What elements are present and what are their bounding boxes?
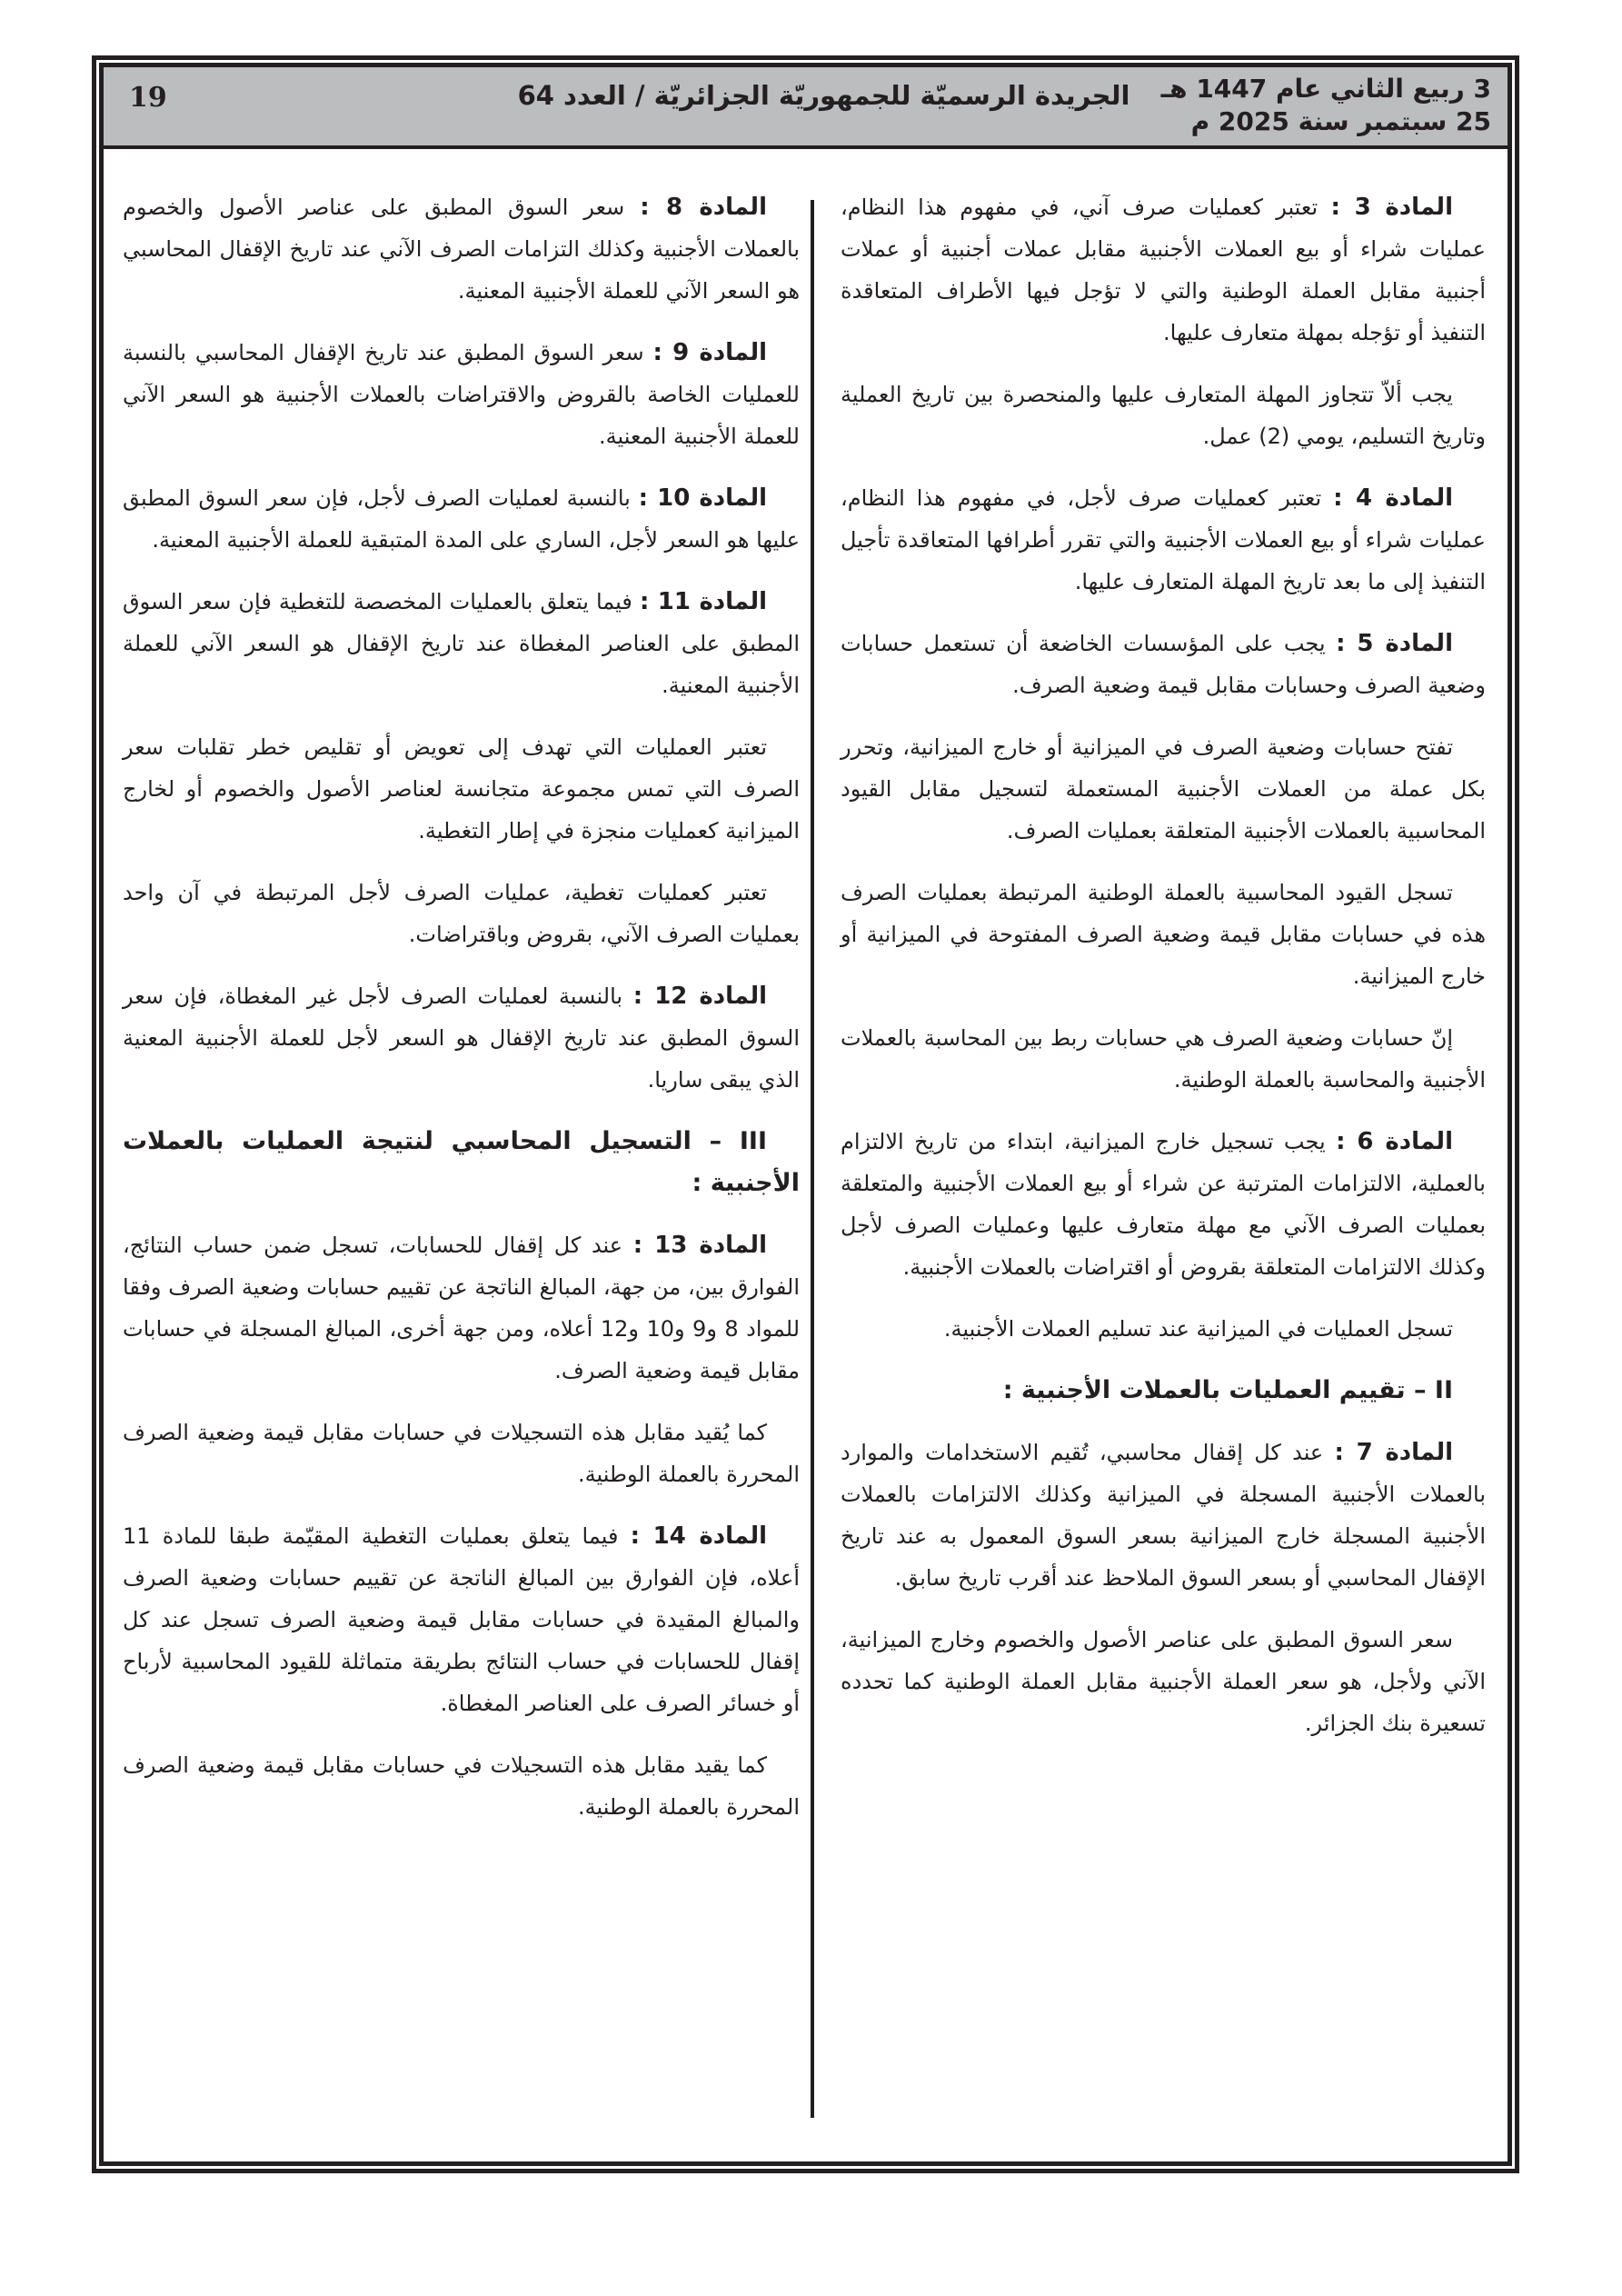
paragraph-text: فيما يتعلق بعمليات التغطية المقيّمة طبقا للمادة 11 أعلاه، فإن الفوارق بين المبالغ الناتجة عن تقييم حسابات وضعية الصرف والمبالغ المقيدة في حسابات مقابل قيمة وضعية الصرف تسجل عند كل إقفال للحسابات في حساب النتائج بطريقة متماثلة للقيود المحاسبية لأرباح أو خسائر الصرف على العناصر المغطاة. <box>123 1523 800 1716</box>
paragraph-text: سعر السوق المطبق على عناصر الأصول والخصوم وخارج الميزانية، الآني ولأجل، هو سعر العملة الأجنبية مقابل العملة الوطنية كما تحدده تسعيرة بنك الجزائر. <box>841 1627 1486 1736</box>
article-paragraph <box>841 186 1486 354</box>
article-paragraph <box>123 332 800 457</box>
right-column <box>841 186 1486 1764</box>
article-label: المادة 3 : <box>1330 194 1453 221</box>
article-label: المادة 10 : <box>638 484 767 512</box>
body-paragraph <box>841 726 1486 852</box>
body-paragraph <box>841 374 1486 457</box>
paragraph-text: سعر السوق المطبق على عناصر الأصول والخصوم بالعملات الأجنبية وكذلك التزامات الصرف الآني عند تاريخ الإقفال المحاسبي هو السعر الآني للعملة الأجنبية المعنية. <box>123 195 800 304</box>
date-gregorian: 25 سبتمبر سنة 2025 م <box>1190 106 1491 136</box>
paragraph-text: كما يُقيد مقابل هذه التسجيلات في حسابات مقابل قيمة وضعية الصرف المحررة بالعملة الوطنية. <box>123 1420 800 1487</box>
article-label: المادة 14 : <box>630 1522 767 1550</box>
body-paragraph <box>123 1744 800 1828</box>
paragraph-text: تسجل القيود المحاسبية بالعملة الوطنية المرتبطة بعمليات الصرف هذه في حسابات مقابل قيمة وضعية الصرف المفتوحة في الميزانية أو خارج الميزانية. <box>841 880 1486 989</box>
column-divider <box>811 200 814 2118</box>
article-paragraph <box>123 1515 800 1724</box>
article-paragraph <box>123 581 800 706</box>
paragraph-text: تعتبر العمليات التي تهدف إلى تعويض أو تقليص خطر تقلبات سعر الصرف التي تمس مجموعة متجانسة لعناصر الأصول والخصوم أو لخارج الميزانية كعمليات منجزة في إطار التغطية. <box>123 734 800 844</box>
paragraph-text: إنّ حسابات وضعية الصرف هي حسابات ربط بين المحاسبة بالعملات الأجنبية والمحاسبة بالعملة الوطنية. <box>841 1025 1486 1093</box>
left-column <box>123 186 800 1848</box>
date-hijri: 3 ربيع الثاني عام 1447 هـ <box>1160 74 1491 104</box>
page-number: 19 <box>129 82 167 114</box>
article-paragraph <box>123 975 800 1101</box>
article-paragraph <box>841 1432 1486 1599</box>
body-paragraph <box>123 872 800 955</box>
article-label: المادة 4 : <box>1333 484 1453 512</box>
body-paragraph <box>123 1412 800 1495</box>
section-heading: III – التسجيل المحاسبي لنتيجة العمليات بالعملات الأجنبية : <box>123 1127 800 1197</box>
page-header <box>104 67 1508 149</box>
article-paragraph <box>841 477 1486 603</box>
article-paragraph <box>123 477 800 561</box>
article-label: المادة 11 : <box>639 588 767 615</box>
paragraph-text: عند كل إقفال محاسبي، تُقيم الاستخدامات والموارد بالعملات الأجنبية المسجلة في الميزانية وكذلك الالتزامات بالعملات الأجنبية المسجلة خارج الميزانية بسعر السوق المعمول به عند تاريخ الإقفال المحاسبي أو بسعر السوق الملاحظ عند أقرب تاريخ سابق. <box>841 1440 1486 1591</box>
paragraph-text: تسجل العمليات في الميزانية عند تسليم العملات الأجنبية. <box>943 1316 1453 1342</box>
body-paragraph <box>841 872 1486 997</box>
paragraph-text: فيما يتعلق بالعمليات المخصصة للتغطية فإن سعر السوق المطبق على العناصر المغطاة عند تاريخ الإقفال هو السعر الآني للعملة الأجنبية المعنية. <box>123 589 800 698</box>
body-paragraph <box>841 1017 1486 1101</box>
article-paragraph <box>123 1224 800 1392</box>
article-label: المادة 7 : <box>1334 1439 1453 1466</box>
section-heading: II – تقييم العمليات بالعملات الأجنبية : <box>1002 1376 1453 1404</box>
article-label: المادة 9 : <box>652 339 767 366</box>
paragraph-text: بالنسبة لعمليات الصرف لأجل، فإن سعر السوق المطبق عليها هو السعر لأجل، الساري على المدة المتبقية للعملة الأجنبية المعنية. <box>123 485 800 553</box>
article-label: المادة 5 : <box>1336 630 1453 657</box>
paragraph-text: عند كل إقفال للحسابات، تسجل ضمن حساب النتائج، الفوارق بين، من جهة، المبالغ الناتجة عن تقييم حسابات وضعية الصرف وفقا للمواد 8 و9 و10 و12 أعلاه، ومن جهة أخرى، المبالغ المسجلة في حسابات مقابل قيمة وضعية الصرف. <box>123 1233 801 1383</box>
article-paragraph <box>841 623 1486 706</box>
article-label: المادة 8 : <box>640 194 767 221</box>
paragraph-text: سعر السوق المطبق عند تاريخ الإقفال المحاسبي بالنسبة للعمليات الخاصة بالقروض والاقتراضات بالعملات الأجنبية هو السعر الآني للعملة الأجنبية المعنية. <box>123 340 800 449</box>
paragraph-text: يجب ألاّ تتجاوز المهلة المتعارف عليها والمنحصرة بين تاريخ العملية وتاريخ التسليم، يومي (2) عمل. <box>841 382 1486 449</box>
paragraph-text: يجب على المؤسسات الخاضعة أن تستعمل حسابات وضعية الصرف وحسابات مقابل قيمة وضعية الصرف. <box>841 631 1486 698</box>
issue-date <box>1161 73 1491 138</box>
gazette-title: الجريدة الرسميّة للجمهوريّة الجزائريّة / العدد 64 <box>517 80 1130 111</box>
article-label: المادة 13 : <box>632 1232 767 1259</box>
paragraph-text: تعتبر كعمليات تغطية، عمليات الصرف لأجل المرتبطة في آن واحد بعمليات الصرف الآني، بقروض وباقتراضات. <box>123 880 800 947</box>
article-label: المادة 6 : <box>1336 1128 1453 1155</box>
paragraph-text: تفتح حسابات وضعية الصرف في الميزانية أو خارج الميزانية، وتحرر بكل عملة من العملات الأجنبية المستعملة لتسجيل مقابل القيود المحاسبية بالعملات الأجنبية المتعلقة بعمليات الصرف. <box>841 734 1486 844</box>
body-paragraph <box>841 1308 1486 1350</box>
article-label: المادة 12 : <box>632 983 767 1010</box>
paragraph-text: كما يقيد مقابل هذه التسجيلات في حسابات مقابل قيمة وضعية الصرف المحررة بالعملة الوطنية. <box>123 1752 800 1820</box>
paragraph-text: تعتبر كعمليات صرف لأجل، في مفهوم هذا النظام، عمليات شراء أو بيع العملات الأجنبية والتي تقرر أطرافها المتعاقدة تأجيل التنفيذ إلى ما بعد تاريخ المهلة المتعارف عليها. <box>841 485 1486 594</box>
paragraph-text: بالنسبة لعمليات الصرف لأجل غير المغطاة، فإن سعر السوق المطبق عند تاريخ الإقفال هو السعر لأجل للعملة الأجنبية المعنية الذي يبقى ساريا. <box>123 983 800 1093</box>
paragraph-text: تعتبر كعمليات صرف آني، في مفهوم هذا النظام، عمليات شراء أو بيع العملات الأجنبية مقابل عملات أجنبية أو عملات أجنبية مقابل العملة الوطنية والتي لا تؤجل فيها الأطراف المتعاقدة التنفيذ أو تؤجله بمهلة متعارف عليها. <box>841 195 1486 345</box>
body-paragraph <box>123 726 800 852</box>
article-paragraph <box>841 1121 1486 1288</box>
paragraph-text: يجب تسجيل خارج الميزانية، ابتداء من تاريخ الالتزام بالعملية، الالتزامات المترتبة عن شراء أو بيع العملات الأجنبية والمتعلقة بعمليات الصرف الآني مع مهلة متعارف عليها وعمليات الصرف لأجل وكذلك الالتزامات المتعلقة بقروض أو اقتراضات بالعملات الأجنبية. <box>841 1129 1486 1280</box>
article-paragraph <box>123 186 800 312</box>
body-paragraph <box>841 1619 1486 1744</box>
